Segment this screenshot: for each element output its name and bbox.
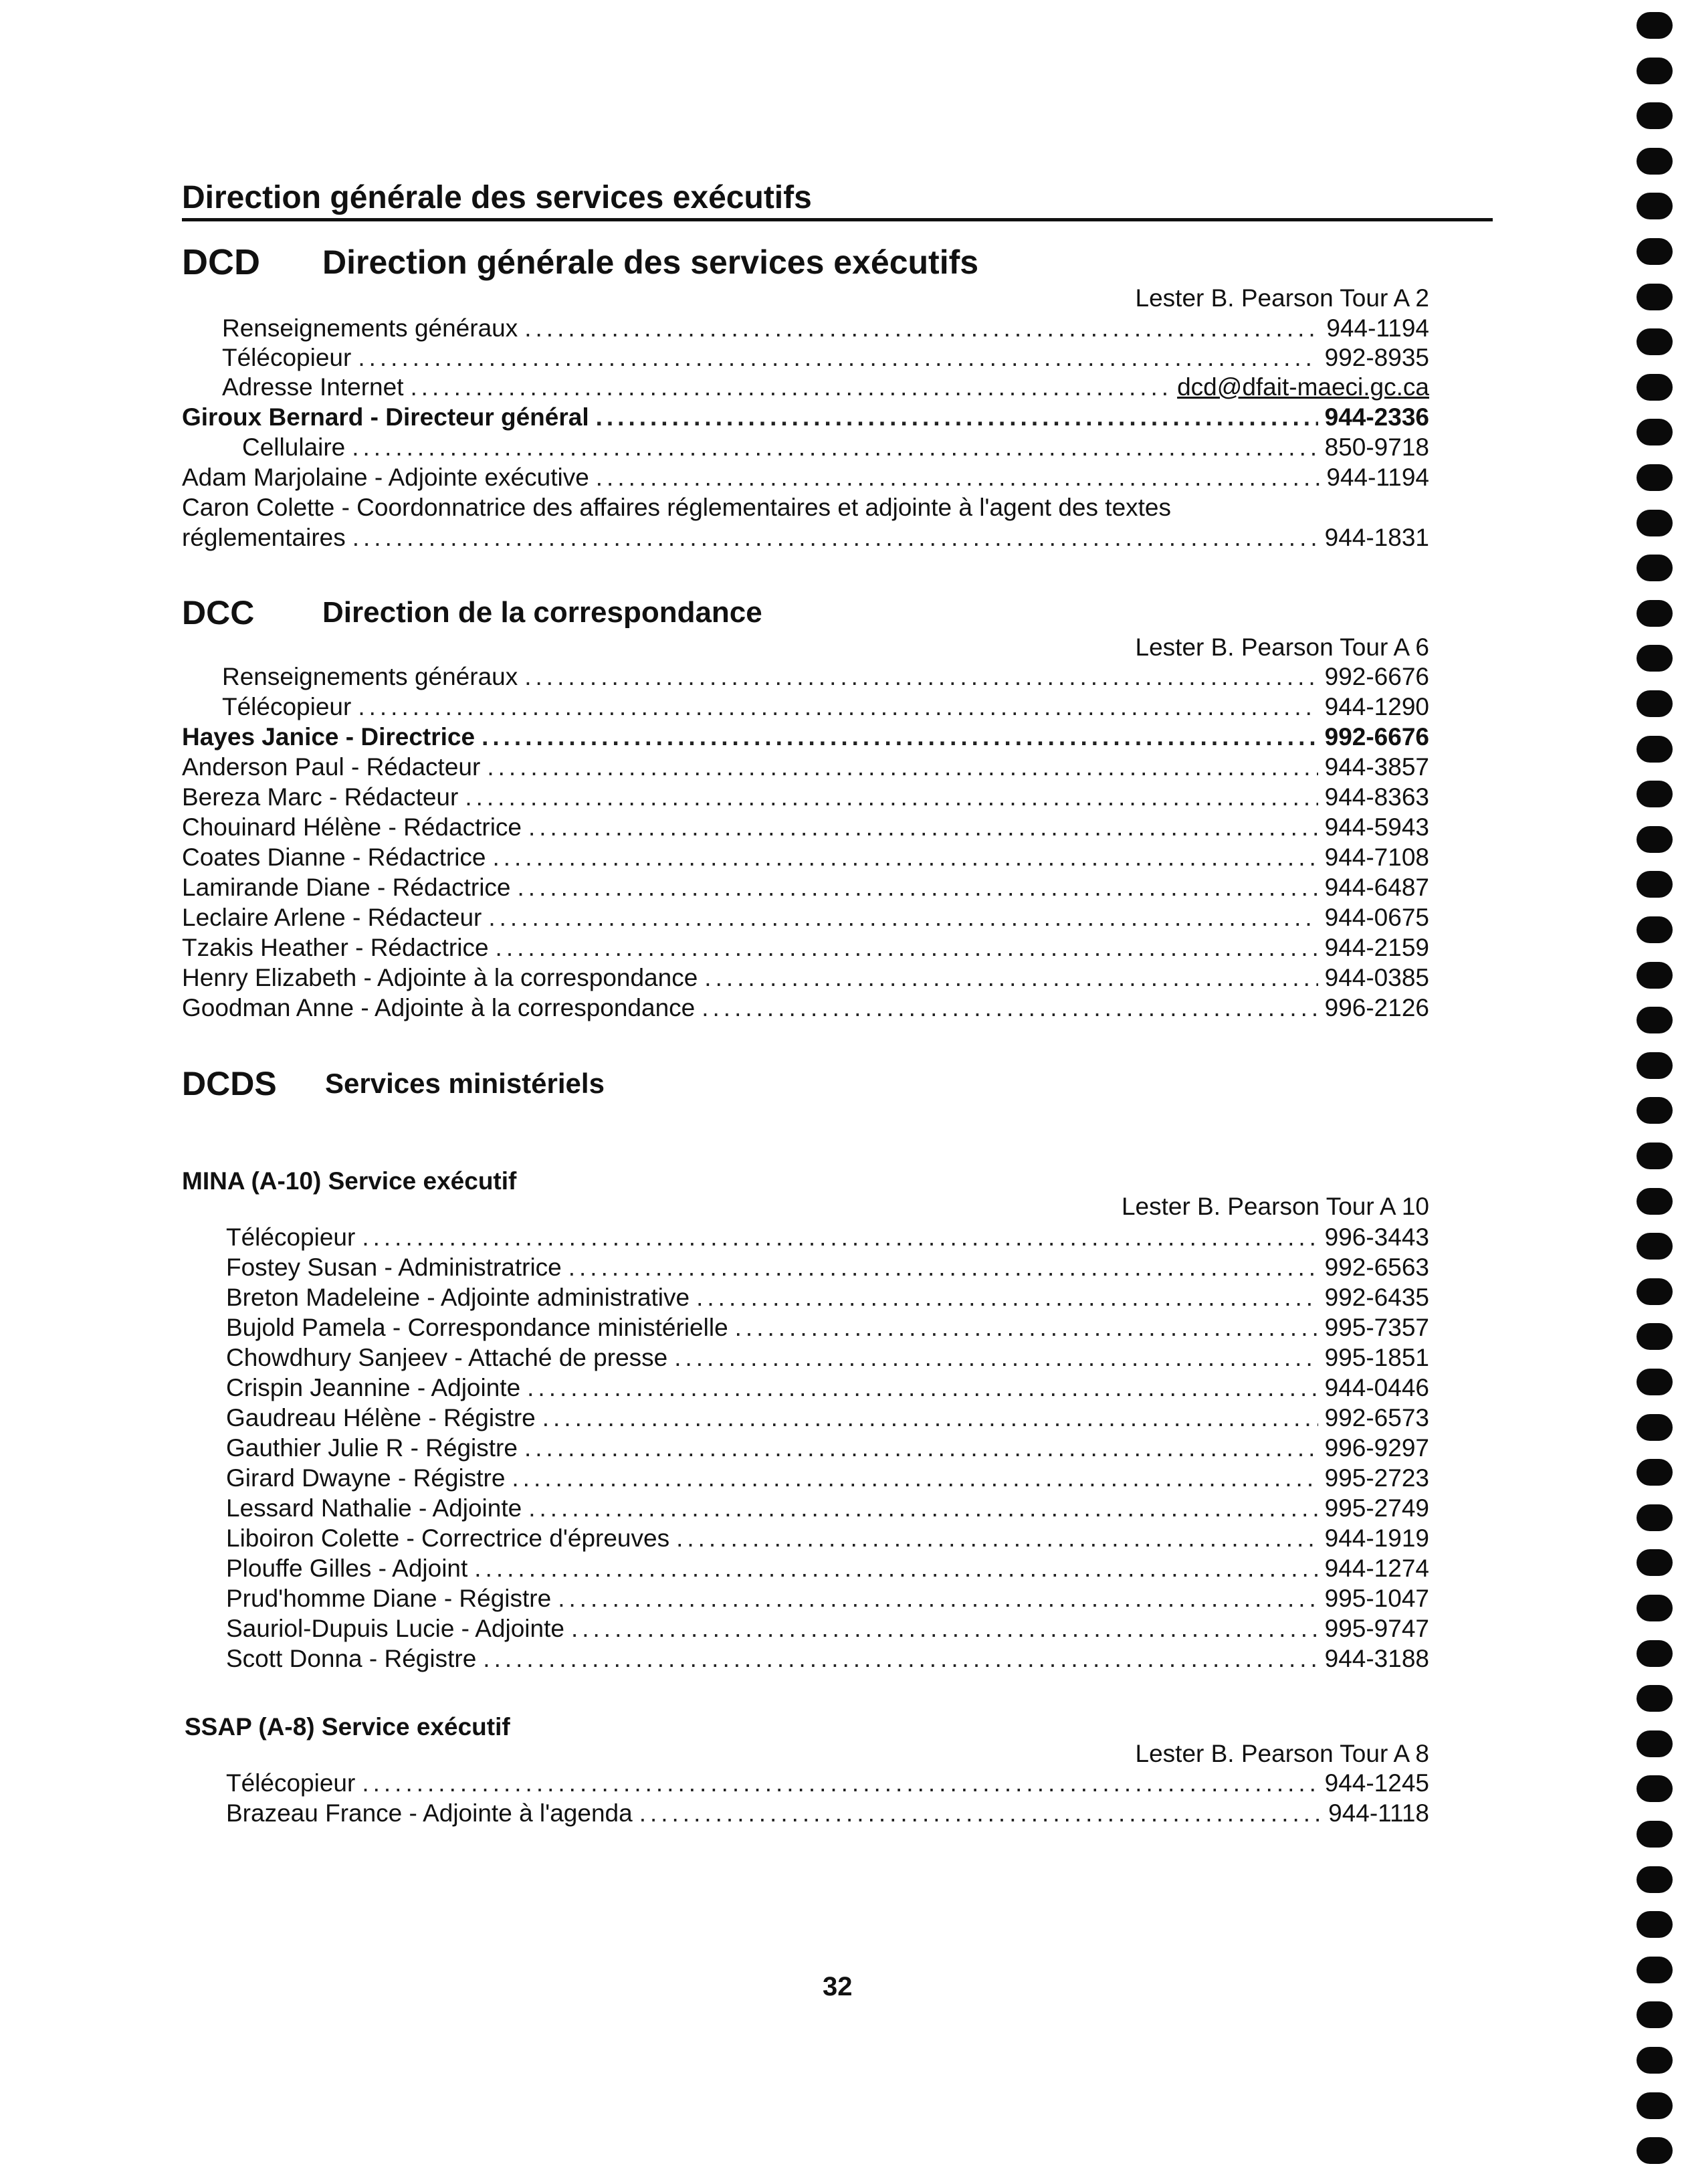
dcc-entry — [182, 843, 1429, 872]
dcds-code: DCDS — [182, 1065, 277, 1102]
entry-name: Cellulaire — [242, 433, 346, 461]
dot-leader — [676, 1524, 1318, 1553]
dot-leader — [362, 1223, 1318, 1252]
mina-entry — [226, 1584, 1429, 1613]
dcds-name: Services ministériels — [325, 1068, 605, 1099]
dcc-code: DCC — [182, 594, 255, 631]
entry-name: Scott Donna - Régistre — [226, 1645, 477, 1672]
entry-phone: 944-0675 — [1324, 904, 1429, 931]
entry-phone: 944-3188 — [1324, 1645, 1429, 1672]
binding-hole — [1637, 1188, 1673, 1215]
binding-hole — [1637, 1957, 1673, 1983]
binding-hole — [1637, 464, 1673, 491]
entry-phone: 996-2126 — [1324, 994, 1429, 1021]
binding-hole — [1637, 1595, 1673, 1621]
entry-phone: 995-2723 — [1324, 1464, 1429, 1492]
binding-hole — [1637, 690, 1673, 717]
dcc-entry — [182, 933, 1429, 963]
binding-hole — [1637, 645, 1673, 672]
dot-leader — [524, 314, 1320, 343]
binding-hole — [1637, 1640, 1673, 1667]
mina-entry — [226, 1644, 1429, 1674]
entry-name: Fostey Susan - Administratrice — [226, 1254, 562, 1281]
dcc-entry — [222, 662, 1429, 692]
entry-name: Lessard Nathalie - Adjointe — [226, 1494, 522, 1522]
dcd-location: Lester B. Pearson Tour A 2 — [1135, 284, 1429, 312]
entry-phone: 944-7108 — [1324, 843, 1429, 871]
dcd-entry-internet — [222, 373, 1429, 402]
entry-name: Gauthier Julie R - Régistre — [226, 1434, 518, 1462]
binding-holes — [1637, 0, 1673, 2184]
entry-name: Télécopieur — [222, 693, 352, 720]
entry-phone: 944-1245 — [1324, 1769, 1429, 1797]
entry-name: Girard Dwayne - Régistre — [226, 1464, 506, 1492]
dcd-entry-cellulaire — [242, 433, 1429, 462]
mina-entry — [226, 1373, 1429, 1403]
dot-leader — [358, 692, 1318, 722]
dot-leader — [735, 1313, 1318, 1343]
binding-hole — [1637, 962, 1673, 989]
binding-hole — [1637, 1278, 1673, 1305]
entry-phone: 944-1194 — [1326, 464, 1429, 491]
mina-entry — [226, 1494, 1429, 1523]
entry-name: Bujold Pamela - Correspondance ministérielle — [226, 1314, 728, 1341]
binding-hole — [1637, 871, 1673, 898]
entry-phone: 944-2336 — [1324, 403, 1429, 431]
entry-name: Télécopieur — [222, 344, 352, 371]
binding-hole — [1637, 1143, 1673, 1169]
dcc-entry — [222, 692, 1429, 722]
entry-name: Plouffe Gilles - Adjoint — [226, 1555, 468, 1582]
dcc-entry — [182, 753, 1429, 782]
entry-name: Hayes Janice - Directrice — [182, 723, 476, 751]
entry-name: Tzakis Heather - Rédactrice — [182, 934, 489, 961]
dot-leader — [493, 843, 1318, 872]
entry-name: Brazeau France - Adjointe à l'agenda — [226, 1799, 633, 1827]
entry-name: Sauriol-Dupuis Lucie - Adjointe — [226, 1615, 564, 1642]
ssap-location: Lester B. Pearson Tour A 8 — [1135, 1740, 1429, 1767]
entry-phone: 944-1290 — [1324, 693, 1429, 720]
entry-name: Renseignements généraux — [222, 314, 518, 342]
binding-hole — [1637, 2001, 1673, 2028]
dot-leader — [482, 722, 1318, 752]
title-rule — [182, 218, 1493, 221]
entry-phone: 992-6573 — [1324, 1404, 1429, 1431]
entry-name: Prud'homme Diane - Régistre — [226, 1585, 552, 1612]
dcd-entry-telecopieur — [222, 343, 1429, 373]
mina-entry — [226, 1313, 1429, 1343]
dcd-entry-adam — [182, 463, 1429, 492]
entry-phone: 996-9297 — [1324, 1434, 1429, 1462]
mina-entry — [226, 1283, 1429, 1312]
binding-hole — [1637, 284, 1673, 310]
dot-leader — [596, 463, 1320, 492]
dot-leader — [542, 1403, 1318, 1433]
binding-hole — [1637, 1730, 1673, 1757]
dot-leader — [704, 963, 1318, 993]
dot-leader — [352, 523, 1318, 553]
binding-hole — [1637, 1775, 1673, 1802]
entry-phone: 992-6435 — [1324, 1284, 1429, 1311]
dot-leader — [352, 433, 1318, 462]
entry-phone: 944-1831 — [1324, 524, 1429, 551]
mina-entry — [226, 1433, 1429, 1463]
dot-leader — [483, 1644, 1318, 1674]
email-link[interactable]: dcd@dfait-maeci.gc.ca — [1177, 373, 1429, 401]
mina-entry — [226, 1223, 1429, 1252]
entry-phone: 944-1118 — [1328, 1799, 1429, 1827]
binding-hole — [1637, 1685, 1673, 1712]
binding-hole — [1637, 1323, 1673, 1350]
mina-entry — [226, 1554, 1429, 1583]
entry-phone: 995-1047 — [1324, 1585, 1429, 1612]
entry-name: Anderson Paul - Rédacteur — [182, 753, 481, 781]
mina-heading: MINA (A-10) Service exécutif — [182, 1167, 517, 1195]
mina-location: Lester B. Pearson Tour A 10 — [1121, 1193, 1429, 1220]
entry-name: Renseignements généraux — [222, 663, 518, 690]
binding-hole — [1637, 600, 1673, 627]
entry-phone: 944-1194 — [1326, 314, 1429, 342]
binding-hole — [1637, 1097, 1673, 1124]
dot-leader — [596, 403, 1318, 432]
entry-phone: 944-0446 — [1324, 1374, 1429, 1401]
binding-hole — [1637, 238, 1673, 265]
dcc-entry — [182, 783, 1429, 812]
dcc-name: Direction de la correspondance — [322, 596, 762, 629]
dot-leader — [524, 1433, 1318, 1463]
entry-name: Bereza Marc - Rédacteur — [182, 783, 459, 811]
mina-entry — [226, 1464, 1429, 1493]
entry-phone: 944-1274 — [1324, 1555, 1429, 1582]
binding-hole — [1637, 1911, 1673, 1938]
dot-leader — [487, 753, 1318, 782]
entry-phone: 944-1919 — [1324, 1524, 1429, 1552]
dcd-entry-renseignements — [222, 314, 1429, 343]
mina-entry — [226, 1253, 1429, 1282]
binding-hole — [1637, 2137, 1673, 2164]
binding-hole — [1637, 1821, 1673, 1848]
entry-name: Breton Madeleine - Adjointe administrative — [226, 1284, 690, 1311]
dot-leader — [524, 662, 1318, 692]
binding-hole — [1637, 193, 1673, 219]
dot-leader — [518, 873, 1318, 902]
mina-entry — [226, 1403, 1429, 1433]
ssap-heading: SSAP (A-8) Service exécutif — [185, 1713, 510, 1741]
binding-hole — [1637, 916, 1673, 943]
entry-name: Coates Dianne - Rédactrice — [182, 843, 486, 871]
entry-name: Gaudreau Hélène - Régistre — [226, 1404, 536, 1431]
mina-entry — [226, 1524, 1429, 1553]
binding-hole — [1637, 1369, 1673, 1395]
dot-leader — [639, 1799, 1322, 1828]
dcd-name: Direction générale des services exécutifs — [322, 243, 979, 281]
dot-leader — [358, 343, 1318, 373]
dcc-entry — [182, 963, 1429, 993]
binding-hole — [1637, 1459, 1673, 1486]
entry-phone: 996-3443 — [1324, 1223, 1429, 1251]
dot-leader — [702, 993, 1318, 1023]
dot-leader — [568, 1253, 1318, 1282]
binding-hole — [1637, 419, 1673, 445]
dot-leader — [696, 1283, 1318, 1312]
entry-name: Chowdhury Sanjeev - Attaché de presse — [226, 1344, 668, 1371]
entry-name: Lamirande Diane - Rédactrice — [182, 874, 511, 901]
binding-hole — [1637, 148, 1673, 175]
binding-hole — [1637, 1052, 1673, 1079]
page-title: Direction générale des services exécutifs — [182, 180, 812, 215]
entry-name: réglementaires — [182, 524, 346, 551]
entry-name: Henry Elizabeth - Adjointe à la correspondance — [182, 964, 698, 991]
dot-leader — [465, 783, 1318, 812]
entry-name: Giroux Bernard - Directeur général — [182, 403, 589, 431]
dot-leader — [558, 1584, 1318, 1613]
entry-phone: 995-2749 — [1324, 1494, 1429, 1522]
entry-name: Crispin Jeannine - Adjointe — [226, 1374, 521, 1401]
entry-phone: 995-9747 — [1324, 1615, 1429, 1642]
dcd-entry-caron-line2 — [182, 523, 1429, 553]
binding-hole — [1637, 1233, 1673, 1260]
dot-leader — [362, 1769, 1318, 1798]
entry-name: Goodman Anne - Adjointe à la correspondance — [182, 994, 696, 1021]
binding-hole — [1637, 826, 1673, 853]
dot-leader — [674, 1343, 1318, 1373]
entry-phone: 944-8363 — [1324, 783, 1429, 811]
entry-phone: 992-6676 — [1324, 663, 1429, 690]
dcd-code: DCD — [182, 242, 260, 282]
entry-phone: 850-9718 — [1324, 433, 1429, 461]
binding-hole — [1637, 2092, 1673, 2119]
entry-phone: 944-0385 — [1324, 964, 1429, 991]
dcc-entry — [182, 813, 1429, 842]
entry-phone: 992-6563 — [1324, 1254, 1429, 1281]
binding-hole — [1637, 58, 1673, 84]
dcd-entry-caron-line1: Caron Colette - Coordonnatrice des affaires réglementaires et adjointe à l'agent des textes — [182, 494, 1172, 521]
entry-phone: 944-6487 — [1324, 874, 1429, 901]
binding-hole — [1637, 736, 1673, 763]
entry-name: Adam Marjolaine - Adjointe exécutive — [182, 464, 589, 491]
entry-name: Télécopieur — [226, 1223, 356, 1251]
entry-name: Chouinard Hélène - Rédactrice — [182, 813, 522, 841]
binding-hole — [1637, 374, 1673, 401]
entry-phone: 944-3857 — [1324, 753, 1429, 781]
page-number: 32 — [823, 1972, 853, 2001]
binding-hole — [1637, 2047, 1673, 2074]
binding-hole — [1637, 1866, 1673, 1893]
binding-hole — [1637, 102, 1673, 129]
binding-hole — [1637, 555, 1673, 581]
entry-phone: 992-8935 — [1324, 344, 1429, 371]
binding-hole — [1637, 1549, 1673, 1576]
ssap-entry — [226, 1799, 1429, 1828]
entry-name: Liboiron Colette - Correctrice d'épreuves — [226, 1524, 670, 1552]
entry-phone: 944-5943 — [1324, 813, 1429, 841]
dcc-entry — [182, 903, 1429, 932]
dot-leader — [512, 1464, 1318, 1493]
page-title-block — [182, 178, 1493, 218]
binding-hole — [1637, 1504, 1673, 1531]
binding-hole — [1637, 328, 1673, 355]
binding-hole — [1637, 781, 1673, 807]
entry-name: Leclaire Arlene - Rédacteur — [182, 904, 482, 931]
dot-leader — [488, 903, 1318, 932]
binding-hole — [1637, 12, 1673, 39]
dot-leader — [528, 813, 1318, 842]
dcc-entry — [182, 873, 1429, 902]
entry-phone: 992-6676 — [1324, 723, 1429, 751]
dcd-entry-giroux — [182, 403, 1429, 432]
dcc-location: Lester B. Pearson Tour A 6 — [1135, 633, 1429, 661]
dot-leader — [410, 373, 1170, 402]
dot-leader — [527, 1373, 1318, 1403]
dot-leader — [496, 933, 1318, 963]
entry-phone: 944-2159 — [1324, 934, 1429, 961]
entry-name: Télécopieur — [226, 1769, 356, 1797]
entry-phone: 995-7357 — [1324, 1314, 1429, 1341]
dot-leader — [571, 1614, 1318, 1644]
dcc-entry — [182, 993, 1429, 1023]
binding-hole — [1637, 510, 1673, 536]
ssap-entry — [226, 1769, 1429, 1798]
dcc-entry — [182, 722, 1429, 752]
dot-leader — [528, 1494, 1318, 1523]
entry-name: Adresse Internet — [222, 373, 404, 401]
binding-hole — [1637, 1414, 1673, 1441]
mina-entry — [226, 1343, 1429, 1373]
mina-entry — [226, 1614, 1429, 1644]
entry-phone: 995-1851 — [1324, 1344, 1429, 1371]
dot-leader — [474, 1554, 1318, 1583]
binding-hole — [1637, 1007, 1673, 1033]
